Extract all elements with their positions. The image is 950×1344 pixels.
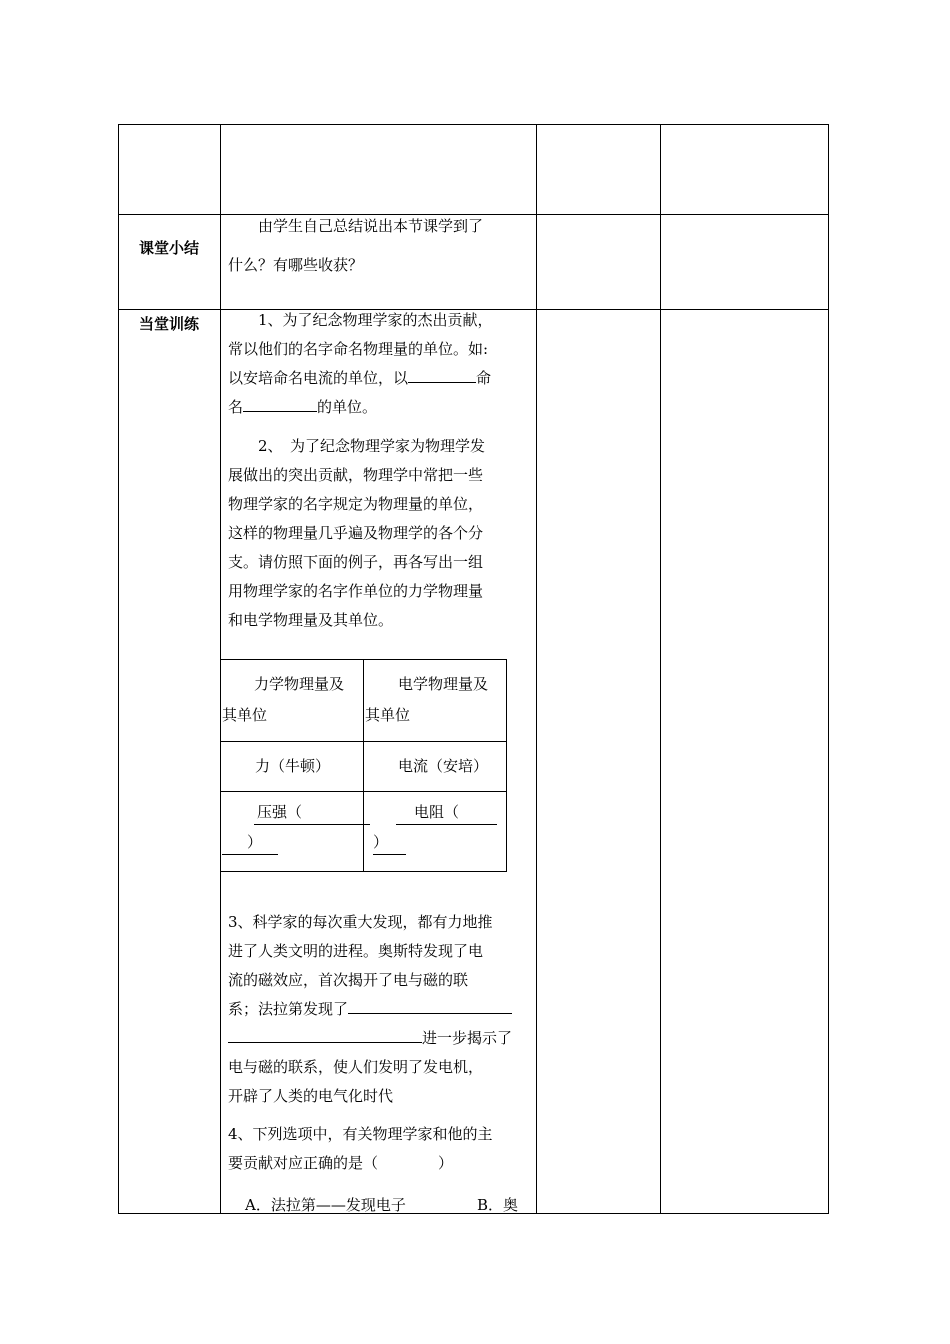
q3-line: 流的磁效应，首次揭开了电与磁的联 [228,971,469,989]
question-2 [228,432,528,635]
column-divider [660,124,661,1214]
option-b[interactable]: B．奥 [477,1196,519,1214]
q3-line: 进了人类文明的进程。奥斯特发现了电 [228,942,484,960]
q3-line: 开辟了人类的电气化时代 [228,1087,394,1105]
answer-electric[interactable]: 电阻（ [396,800,497,825]
q4-options [245,1191,530,1220]
answer-blank[interactable] [243,393,317,412]
q1-text: 以安培命名电流的单位，以 [228,369,409,387]
q1-text: 名 [228,398,244,416]
table-border-left [118,124,119,1214]
summary-label: 课堂小结 [138,239,199,257]
q2-line: 展做出的突出贡献，物理学中常把一些 [228,466,484,484]
q3-line [228,995,528,1024]
q4-line: 4、下列选项中，有关物理学家和他的主 [228,1125,493,1143]
q4-line: 要贡献对应正确的是（ ） [228,1154,454,1172]
q2-line: 2、 为了纪念物理学家为物理学发 [258,437,486,455]
q3-line [228,1024,528,1053]
q1-line: 常以他们的名字命名物理量的单位。如: [228,340,489,358]
question-1 [228,306,528,422]
header-electric: 其单位 [365,706,411,724]
answer-electric[interactable]: ） [373,830,406,855]
question-3 [228,908,528,1111]
q3-line: 3、科学家的每次重大发现，都有力地推 [228,913,493,931]
option-a[interactable]: A．法拉第——发现电子 [245,1196,406,1214]
answer-mechanics[interactable]: 压强（ [254,800,370,825]
q1-text: 命 [476,369,492,387]
summary-line: 由学生自己总结说出本节课学到了 [258,217,484,235]
q1-line [228,393,528,422]
summary-text [228,212,528,280]
table-border-top [118,124,829,125]
q2-line: 和电学物理量及其单位。 [228,611,394,629]
q2-line: 用物理学家的名字作单位的力学物理量 [228,582,484,600]
q3-line: 电与磁的联系，使人们发明了发电机， [228,1058,484,1076]
header-mechanics: 其单位 [222,706,268,724]
answer-blank[interactable] [228,1024,422,1043]
q2-line: 支。请仿照下面的例子，再各写出一组 [228,553,484,571]
q2-line: 物理学家的名字规定为物理量的单位， [228,495,484,513]
header-mechanics: 力学物理量及 [254,675,345,693]
summary-line: 什么？有哪些收获？ [228,256,364,274]
question-4 [228,1120,528,1178]
example-electric: 电流（安培） [398,757,489,775]
answer-mechanics[interactable]: ） [222,830,278,855]
q3-text: 系；法拉第发现了 [228,1000,349,1018]
example-mechanics: 力（牛顿） [255,757,331,775]
answer-blank[interactable] [348,995,512,1014]
q3-text: 进一步揭示了 [422,1029,513,1047]
units-table [220,659,507,872]
header-electric: 电学物理量及 [398,675,489,693]
q1-line: 1、为了纪念物理学家的杰出贡献， [258,311,493,329]
column-divider [536,124,537,1214]
answer-blank[interactable] [408,364,476,383]
q1-text: 的单位。 [317,398,378,416]
q2-line: 这样的物理量几乎遍及物理学的各个分 [228,524,484,542]
q1-line [228,364,528,393]
practice-label: 当堂训练 [138,315,199,333]
table-border-right [828,124,829,1214]
